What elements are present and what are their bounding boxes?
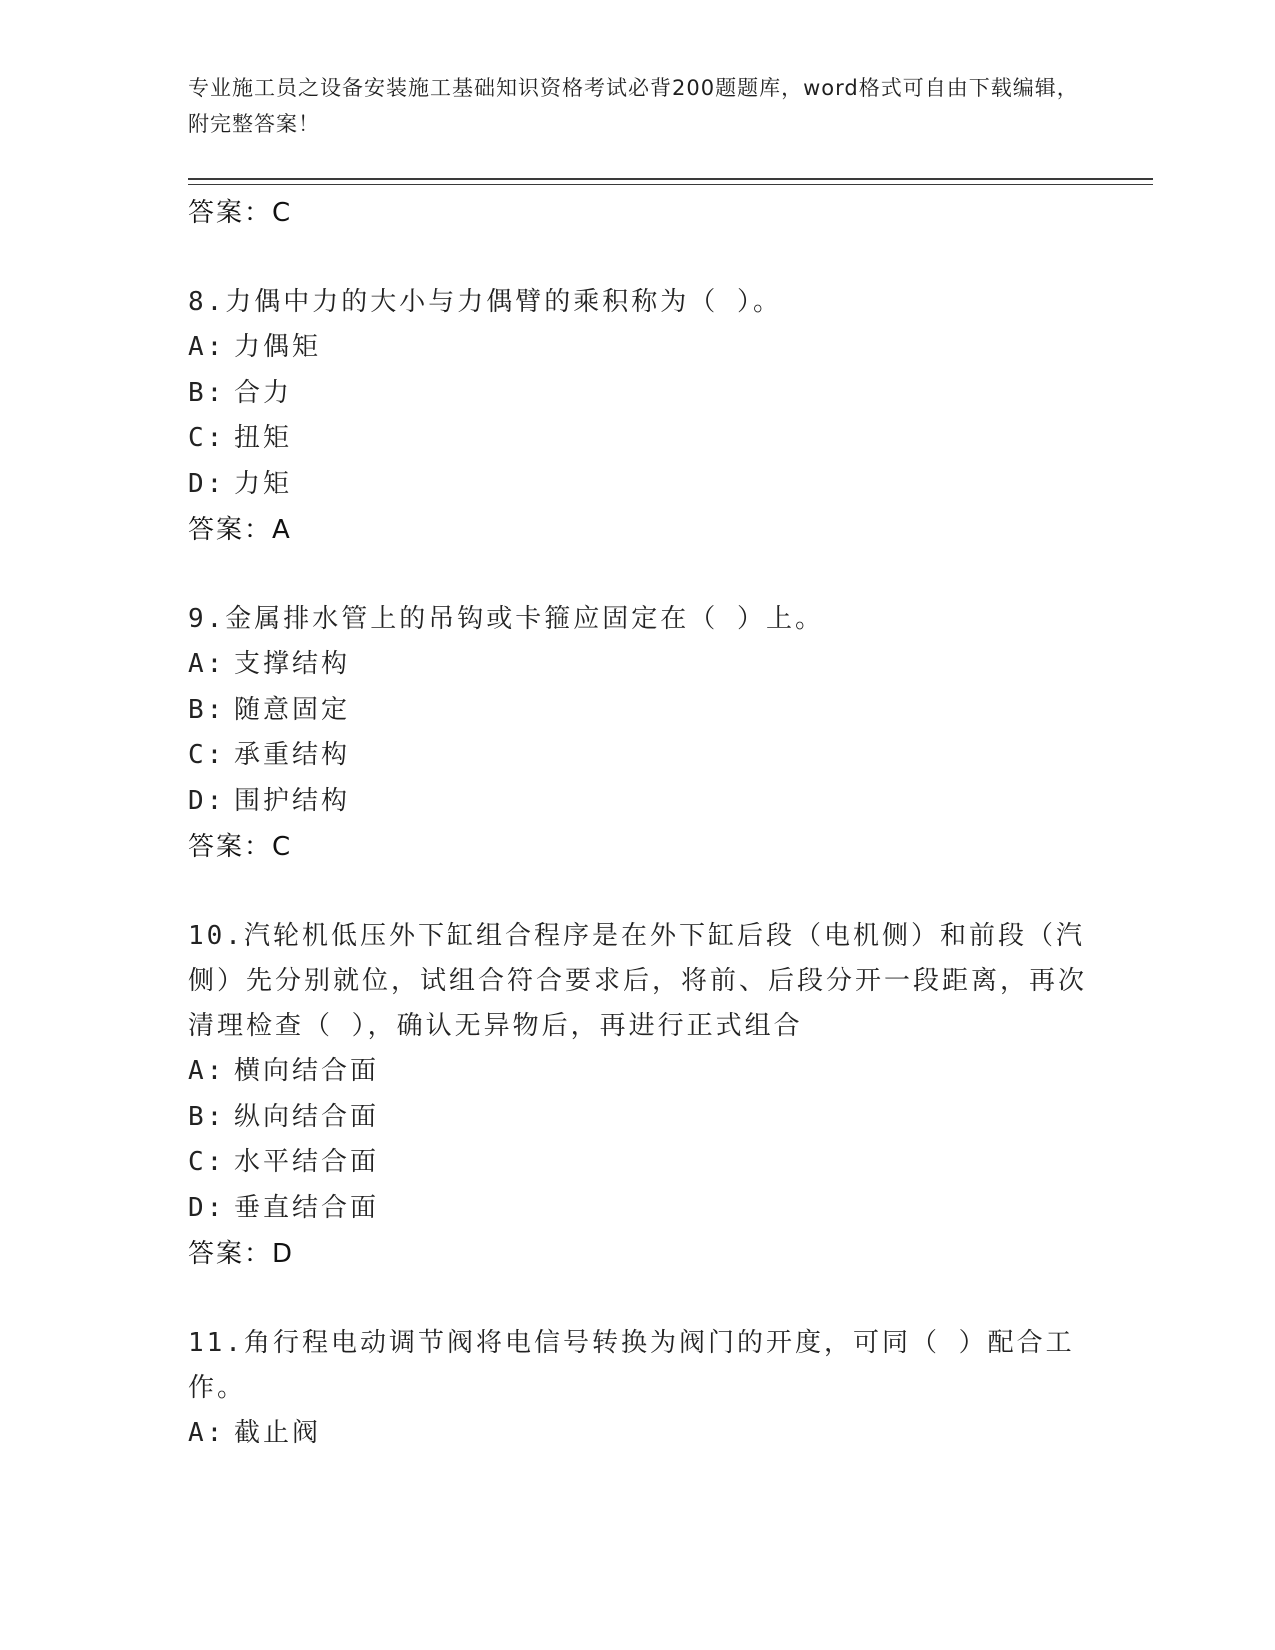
- option-d: [188, 462, 1088, 508]
- option-text: 垂直结合面: [234, 1192, 380, 1223]
- option-text: 纵向结合面: [234, 1101, 380, 1132]
- option-text: 承重结构: [234, 740, 351, 770]
- option-text: 截止阀: [234, 1418, 322, 1448]
- question-block: [188, 597, 1088, 870]
- header-divider-thick: [188, 178, 1153, 180]
- option-b: [188, 1095, 1088, 1141]
- option-letter: D:: [188, 468, 226, 499]
- answer-line: 答案：A: [188, 515, 292, 545]
- option-letter: B:: [188, 377, 226, 408]
- option-c: [188, 416, 1088, 462]
- option-text: 支撑结构: [234, 649, 351, 679]
- option-letter: A:: [188, 1056, 226, 1086]
- option-text: 力矩: [234, 468, 293, 499]
- question-text: 11.角行程电动调节阀将电信号转换为阀门的开度，可同（ ）配合工作。: [188, 1328, 1075, 1403]
- option-text: 围护结构: [234, 785, 351, 816]
- option-letter: D:: [188, 1192, 226, 1223]
- option-letter: A:: [188, 332, 226, 362]
- question-text: 10.汽轮机低压外下缸组合程序是在外下缸后段（电机侧）和前段（汽侧）先分别就位，试组合符合要求后，将前、后段分开一段距离，再次清理检查（ ），确认无异物后，再进行正式组合: [188, 921, 1088, 1041]
- question-block: [188, 914, 1088, 1277]
- question-list: [188, 190, 1088, 1457]
- option-text: 合力: [234, 377, 293, 408]
- option-c: [188, 733, 1088, 779]
- option-a: [188, 1411, 1088, 1457]
- question-block: [188, 280, 1088, 553]
- option-text: 扭矩: [234, 423, 293, 453]
- option-a: [188, 1049, 1088, 1095]
- option-a: [188, 642, 1088, 688]
- answer-line: 答案：C: [188, 198, 293, 228]
- question-text: 9.金属排水管上的吊钩或卡箍应固定在（ ）上。: [188, 604, 824, 634]
- question-text: 8.力偶中力的大小与力偶臂的乘积称为（ ）。: [188, 287, 782, 317]
- option-letter: C:: [188, 740, 226, 770]
- answer-line: 答案：C: [188, 832, 293, 862]
- option-text: 力偶矩: [234, 332, 322, 362]
- option-text: 随意固定: [234, 694, 351, 725]
- option-letter: B:: [188, 694, 226, 725]
- question-block: [188, 1321, 1088, 1457]
- option-letter: D:: [188, 785, 226, 816]
- document-header: 专业施工员之设备安装施工基础知识资格考试必背200题题库，word格式可自由下载编辑，附完整答案！: [188, 76, 1079, 136]
- option-c: [188, 1140, 1088, 1186]
- option-text: 水平结合面: [234, 1147, 380, 1177]
- option-letter: A:: [188, 649, 226, 679]
- option-d: [188, 1186, 1088, 1232]
- option-text: 横向结合面: [234, 1056, 380, 1086]
- option-b: [188, 371, 1088, 417]
- option-a: [188, 325, 1088, 371]
- option-letter: C:: [188, 1147, 226, 1177]
- option-letter: C:: [188, 423, 226, 453]
- option-letter: A:: [188, 1418, 226, 1448]
- option-d: [188, 779, 1088, 825]
- header-divider-thin: [188, 184, 1153, 185]
- answer-line: 答案：D: [188, 1239, 295, 1269]
- option-letter: B:: [188, 1101, 226, 1132]
- option-b: [188, 688, 1088, 734]
